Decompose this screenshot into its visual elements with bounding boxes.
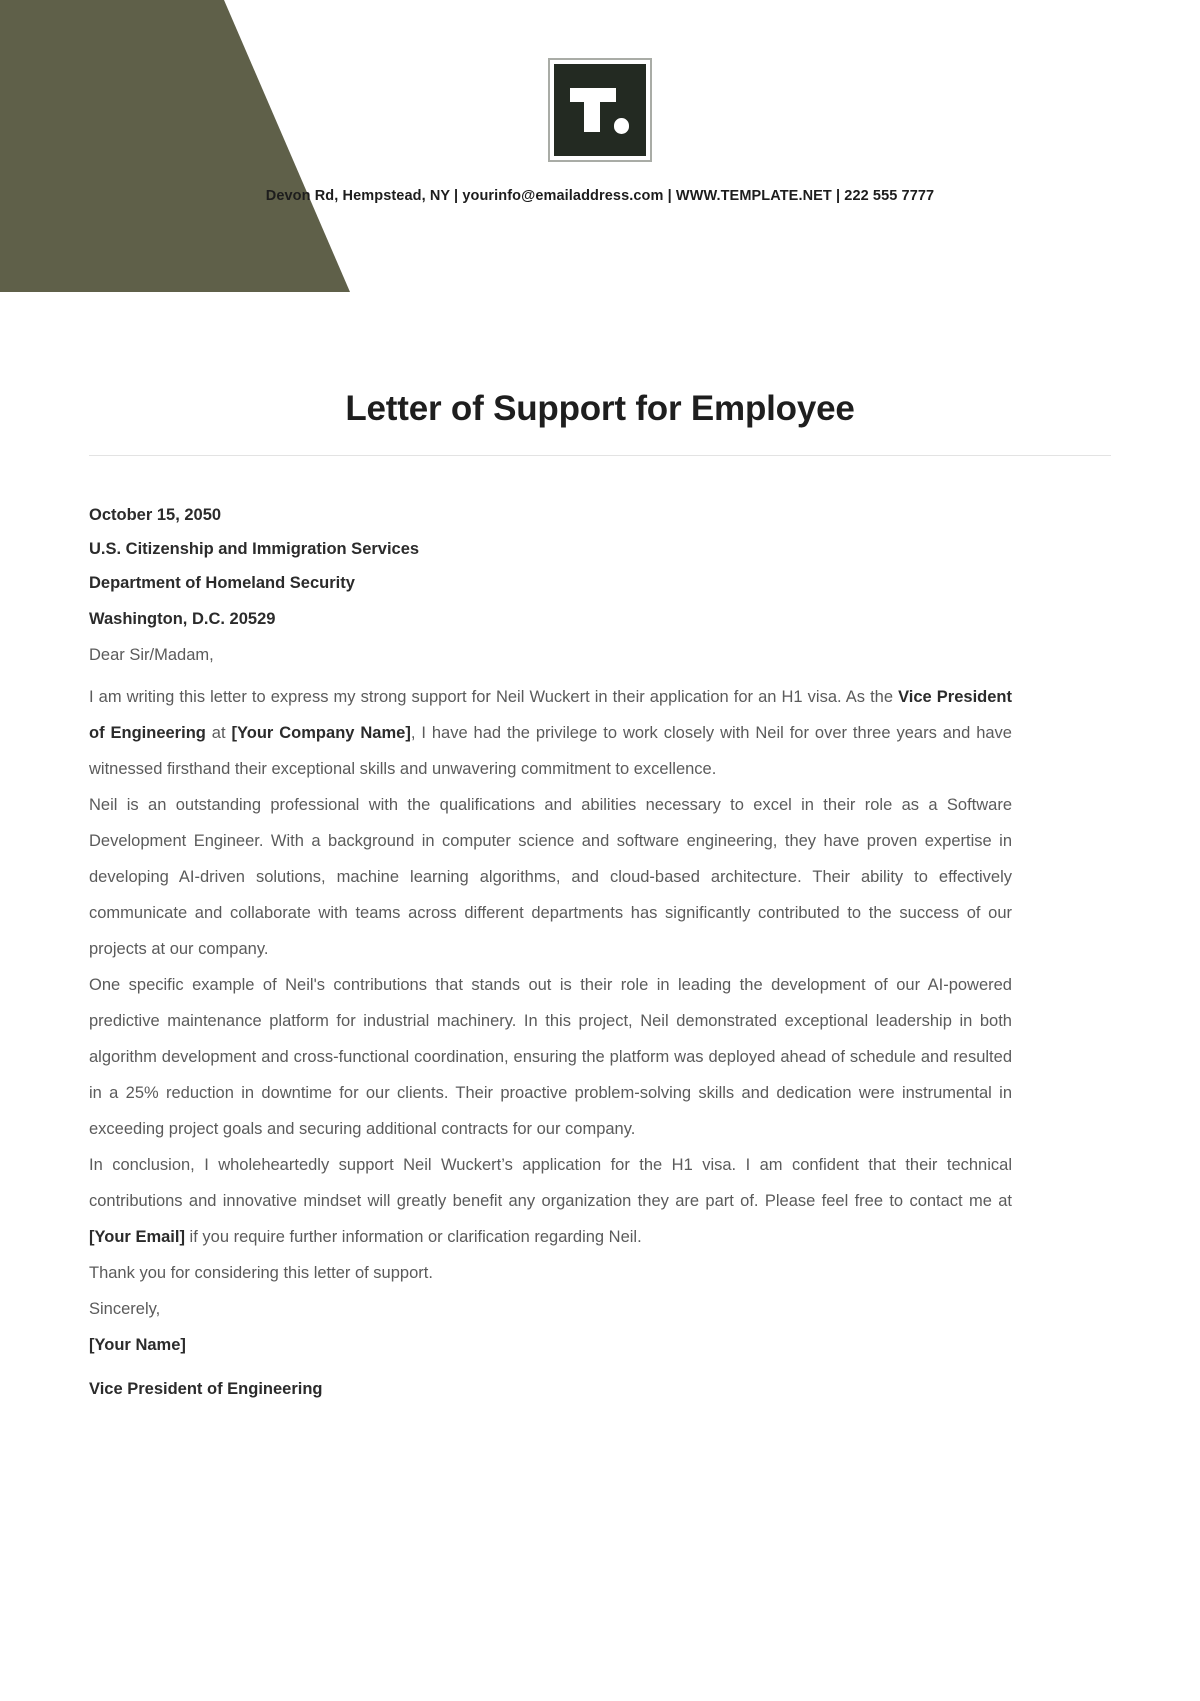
paragraph-1 [89, 679, 1012, 787]
header-contact-line: Devon Rd, Hempstead, NY | yourinfo@emailaddress.com | WWW.TEMPLATE.NET | 222 555 7777 [265, 188, 935, 204]
recipient-organization: U.S. Citizenship and Immigration Services [89, 540, 420, 558]
paragraph-4-part-2: if you require further information or clarification regarding Neil. [184, 1228, 642, 1246]
page-title: Letter of Support for Employee [345, 389, 855, 429]
closing-line: Sincerely, [89, 1300, 161, 1318]
paragraph-1-bold-role: Vice President of Engineering [89, 688, 1012, 742]
signer-name: [Your Name] [89, 1336, 186, 1354]
letter-date: October 15, 2050 [89, 506, 222, 524]
logo-icon [554, 64, 646, 156]
paragraph-1-bold-company: [Your Company Name] [231, 724, 411, 742]
recipient-city: Washington, D.C. 20529 [89, 610, 276, 628]
paragraph-4-part-1: In conclusion, I wholeheartedly support Neil Wuckert’s application for the H1 visa. I am confident that their technical contributions and innovative mindset will greatly benefit any organization they are part of. Please feel free to contact me at [89, 1156, 1012, 1210]
signer-role: Vice President of Engineering [89, 1380, 323, 1398]
paragraph-3: One specific example of Neil's contributions that stands out is their role in leading the development of our AI-powered predictive maintenance platform for industrial machinery. In this project, Neil demonstrated exceptional leadership in both algorithm development and cross-functional coordination, ensuring the platform was deployed ahead of schedule and resulted in a 25% reduction in downtime for our clients. Their proactive problem-solving skills and dedication were instrumental in exceeding project goals and securing additional contracts for our company. [89, 976, 1012, 1138]
paragraph-1-part-3: , I have had the privilege to work closely with Neil for over three years and have witnessed firsthand their exceptional skills and unwavering commitment to excellence. [89, 724, 1012, 778]
logo-period-dot-icon [614, 118, 630, 134]
logo-frame [548, 58, 652, 162]
salutation: Dear Sir/Madam, [89, 646, 214, 664]
recipient-department: Department of Homeland Security [89, 574, 355, 592]
paragraph-4 [89, 1147, 1012, 1255]
title-divider [89, 455, 1111, 456]
thank-you-line: Thank you for considering this letter of support. [89, 1264, 433, 1282]
letter-body [89, 505, 1012, 1407]
paragraph-1-part-2: at [205, 724, 232, 742]
logo-t-stem-icon [584, 88, 600, 132]
paragraph-2: Neil is an outstanding professional with the qualifications and abilities necessary to excel in their role as a Software Development Engineer. With a background in computer science and software engineering, they have proven expertise in developing AI-driven solutions, machine learning algorithms, and cloud-based architecture. Their ability to effectively communicate and collaborate with teams across different departments has significantly contributed to the success of our projects at our company. [89, 796, 1012, 958]
paragraph-4-bold-email: [Your Email] [89, 1228, 185, 1246]
brand-logo [0, 58, 1200, 162]
paragraph-1-part-1: I am writing this letter to express my strong support for Neil Wuckert in their application for an H1 visa. As the [89, 688, 899, 706]
